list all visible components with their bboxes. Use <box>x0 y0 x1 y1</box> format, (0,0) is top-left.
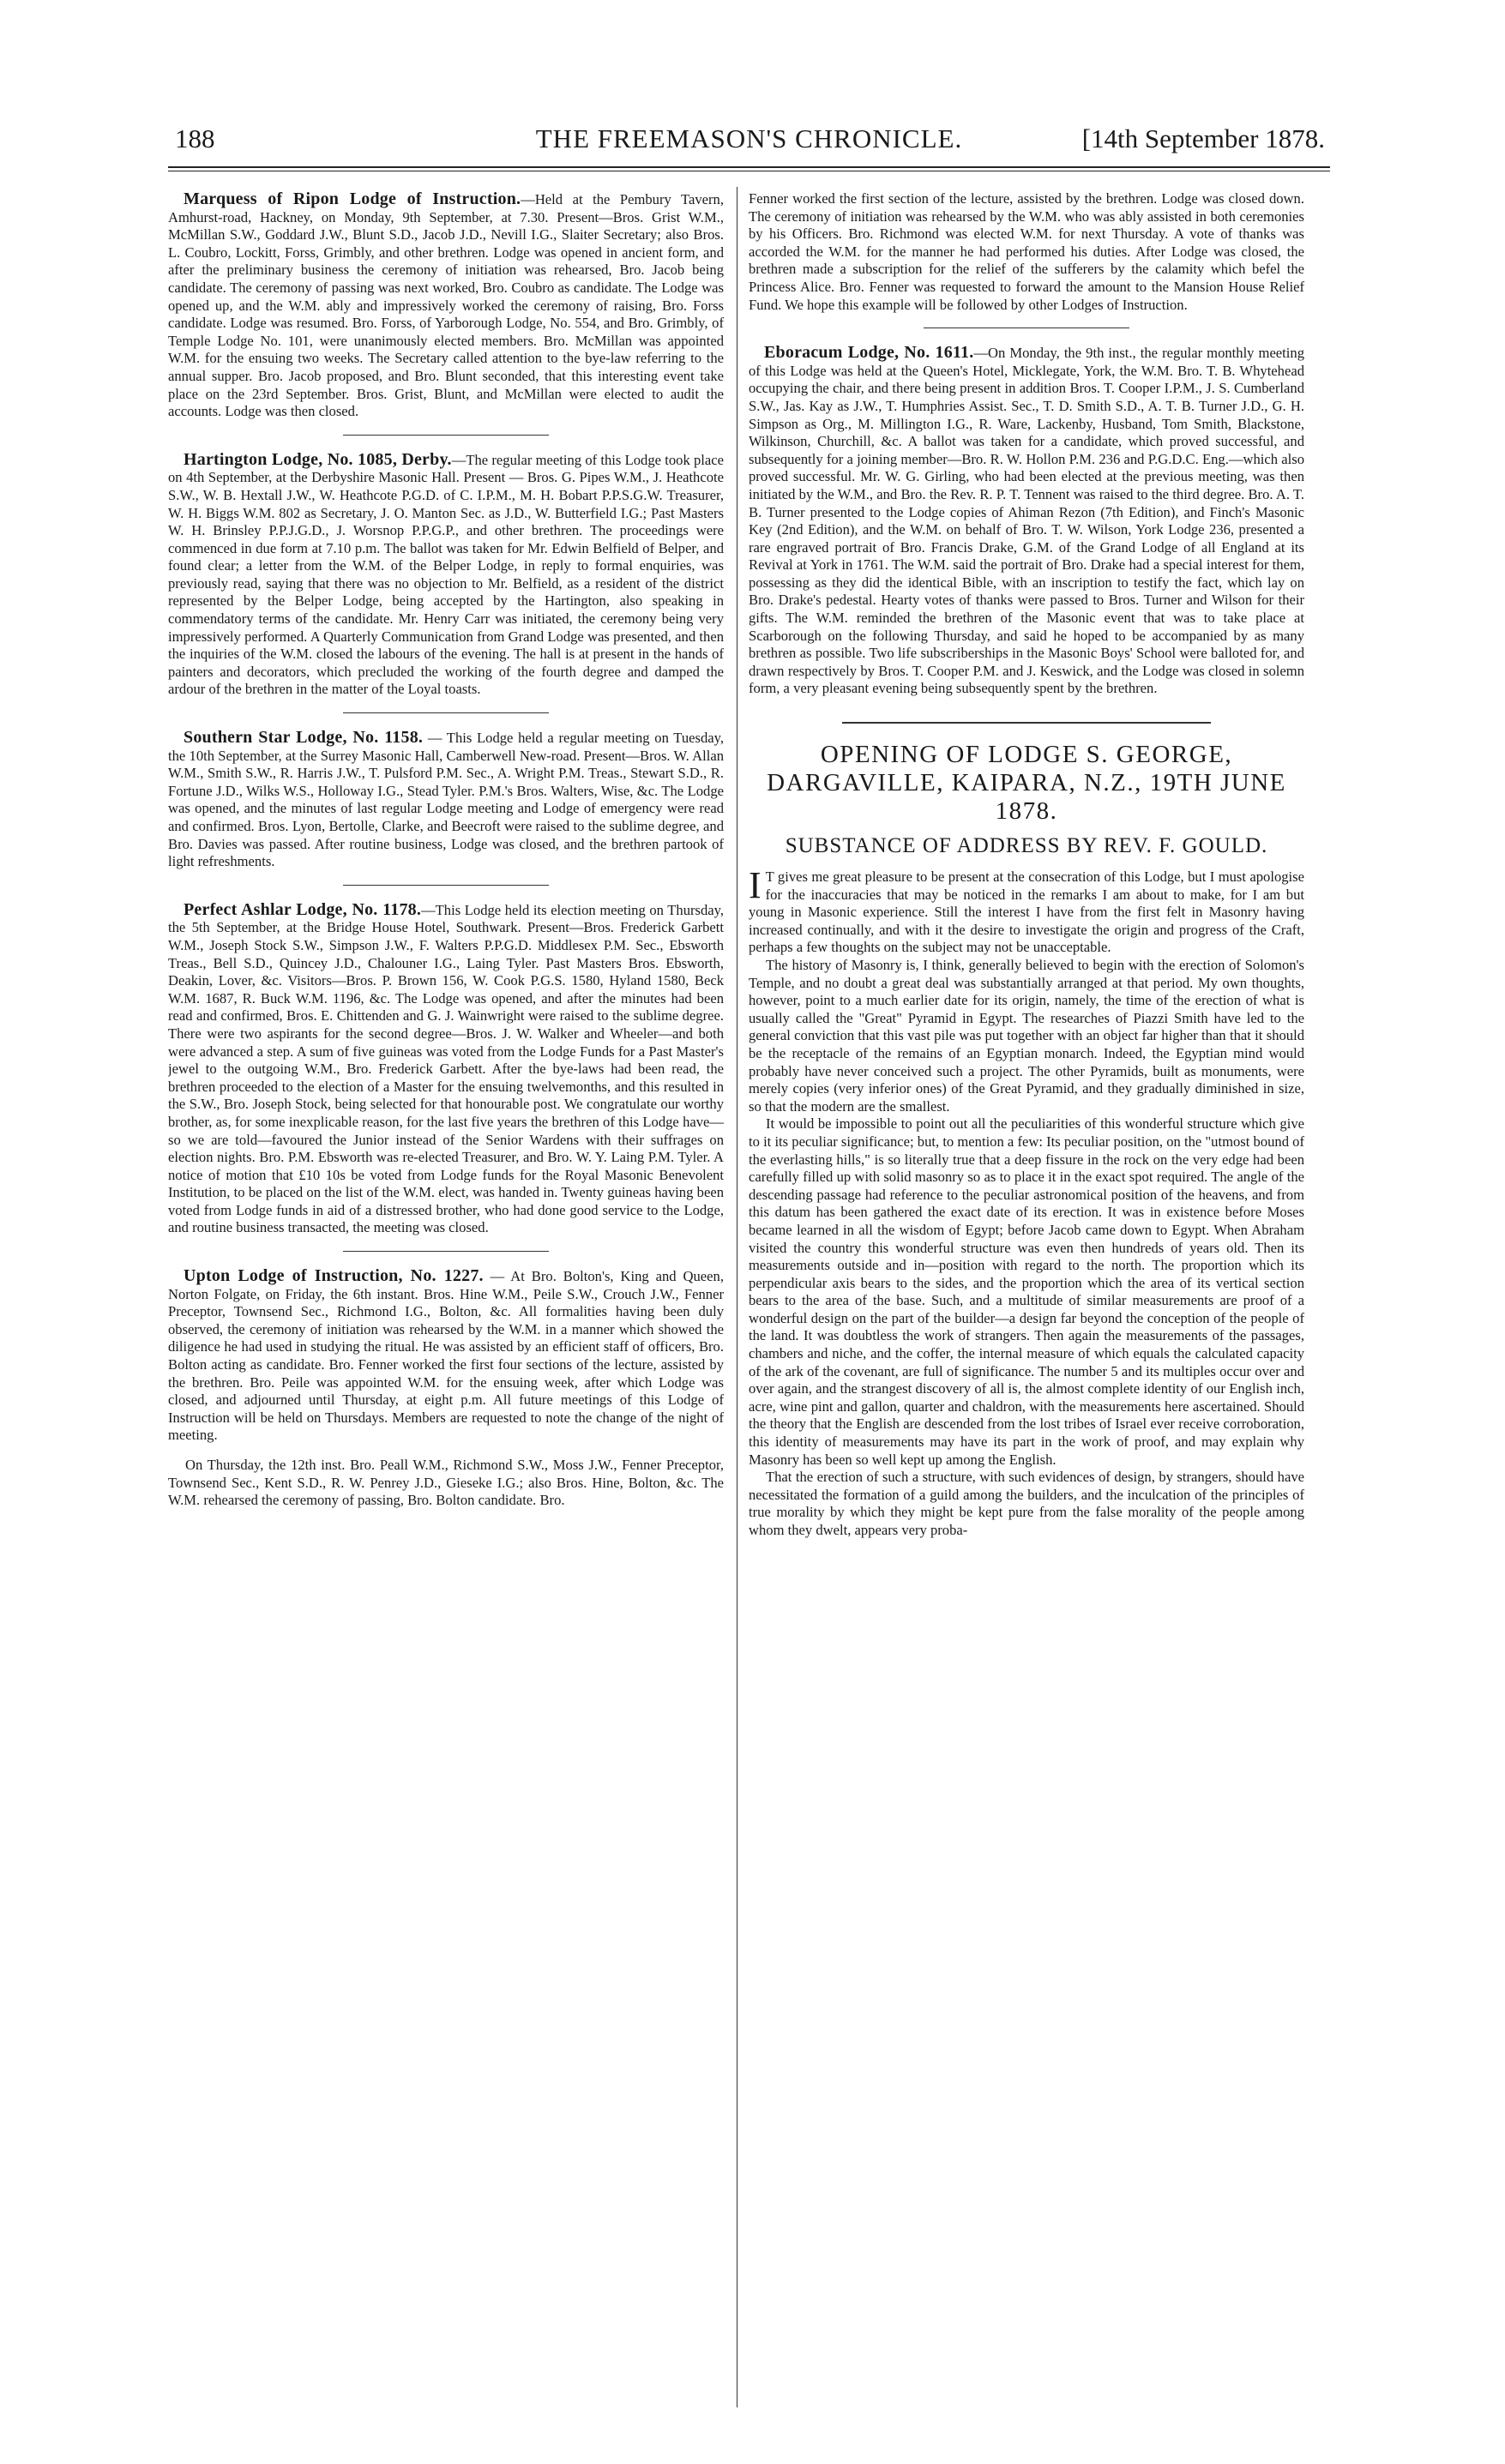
article-text: —Held at the Pembury Tavern, Amhurst-road, Hackney, on Monday, 9th September, at 7.30. Present—Bros. Grist W.M., McMillan S.W., Goddard J.W., Blunt S.D., Jacob J.D., Nevill I.G., Slaiter Secretary; also Bros. L. Coubro, Lockitt, Forss, Grimbly, and other brethren. Lodge was opened in ancient form, and after the preliminary business the ceremony of initiation was rehearsed, Bro. Jacob being candidate. The ceremony of passing was next worked, Bro. Coubro as candidate. The Lodge was opened up, and the W.M. ably and impressively worked the ceremony of raising, Bro. Forss candidate. Lodge was resumed. Bro. Forss, of Yarborough Lodge, No. 554, and Bro. Grimbly, of Temple Lodge No. 101, were unanimously elected members. Bro. McMillan was appointed W.M. for the ensuing two weeks. The Secretary called attention to the bye-law referring to the annual supper. Bro. Jacob proposed, and Bro. Blunt seconded, that this interesting event take place on the 23rd September. Bros. Grist, Blunt, and McMillan were elected to audit the accounts. Lodge was then closed. <box>168 191 724 420</box>
article-upton-continued <box>749 190 1304 314</box>
feature-title: OPENING OF LODGE S. GEORGE, DARGAVILLE, KAIPARA, N.Z., 19TH JUNE 1878. <box>767 741 1286 826</box>
article-text: —On Monday, the 9th inst., the regular monthly meeting of this Lodge was held at the Queen's Hotel, Micklegate, York, the W.M. Bro. T. B. Whytehead occupying the chair, and there being present in addition Bros. T. Cooper I.P.M., J. S. Cumberland S.W., Jas. Kay as J.W., T. Humphries Assist. Sec., T. D. Smith S.D., A. T. B. Turner J.D., G. H. Simpson as Org., M. Millington I.G., R. Ware, Lackenby, Husband, Tom Smith, Blackstone, Wilkinson, Churchill, &c. A ballot was taken for a candidate, which proved successful, and subsequently for a joining member—Bro. R. W. Hollon P.M. 236 and P.G.D.C. Eng.—which also proved successful. Mr. W. G. Girling, who had been elected at the previous meeting, was then initiated by the W.M., and Bro. the Rev. R. P. T. Tennent was raised to the third degree. Bro. A. T. B. Turner presented to the Lodge copies of Ahiman Rezon (7th Edition), and Finch's Masonic Key (2nd Edition), and the W.M. on behalf of Bro. T. W. Wilson, York Lodge 236, presented a rare engraved portrait of Bro. Francis Drake, G.M. of the Grand Lodge of all England at its Revival at York in 1761. The W.M. said the portrait of Bro. Drake had a special interest for them, possessing as they did the identical Bible, with an inscription to testify the fact, which lay on Bro. Drake's pedestal. Hearty votes of thanks were passed to Bros. Turner and Wilson for their gifts. The W.M. reminded the brethren of the Masonic event that was to take place at Scarborough on the following Thursday, and said he hoped to be accompanied by as many brethren as possible. Two life subscriberships in the Masonic Boys' School were balloted for, and drawn respectively by Bros. T. Cooper P.M. and J. Keswick, and the Lodge was closed in solemn form, a very pleasant evening being subsequently spent by the brethren. <box>749 345 1304 697</box>
section-rule <box>343 885 549 886</box>
article-paragraph: Fenner worked the first section of the lecture, assisted by the brethren. Lodge was closed down. The ceremony of initiation was rehearsed by the W.M. who was ably assisted in both ceremonies by his Officers. Bro. Richmond was elected W.M. for next Thursday. A vote of thanks was accorded the W.M. for the manner he had performed his duties. After Lodge was closed, the brethren made a subscription for the relief of the sufferers by the calamity which befel the Princess Alice. Bro. Fenner was requested to forward the amount to the Mansion House Relief Fund. We hope this example will be followed by other Lodges of Instruction. <box>749 190 1304 313</box>
article-text: —This Lodge held its election meeting on Thursday, the 5th September, at the Bridge House Hotel, Southwark. Present—Bros. Frederick Garbett W.M., Joseph Stock S.W., Simpson J.W., F. Walters P.P.G.D. Middlesex P.M. Sec., Ebsworth Treas., Bell S.D., Quincey J.D., Chalouner I.G., Laing Tyler. Past Masters Bros. Ebsworth, Deakin, Lover, &c. Visitors—Bros. P. Brown 156, W. Cook P.G.S. 1580, Hyland 1580, Beck W.M. 1687, R. Buck W.M. 1196, &c. The Lodge was opened, and after the minutes had been read and confirmed, Bros. E. Chittenden and G. J. Wainwright were raised to the sublime degree. There were two aspirants for the second degree—Bros. J. W. Walker and Wheeler—and both were advanced a step. A sum of five guineas was voted from the Lodge Funds for a Past Master's jewel to the outgoing W.M., Bro. Frederick Garbett. After the bye-laws had been read, the brethren proceeded to the election of a Master for the ensuing twelvemonths, and this resulted in the S.W., Bro. Joseph Stock, being selected for that honourable post. We congratulate our worthy brother, as, for some inexplicable reason, for the last five years the brethren of this Lodge have—so we are told—favoured the Junior instead of the Senior Wardens with their suffrages on election nights. Bro. P.M. Ebsworth was re-elected Treasurer, and Bro. W. Y. Laing P.M. Tyler. A notice of motion that £10 10s be voted from Lodge funds for the Royal Masonic Benevolent Institution, to be placed on the list of the W.M. elect, was handed in. Twenty guineas having been voted from Lodge funds in aid of a distressed brother, who had done good service to the Lodge, and routine business transacted, the meeting was closed. <box>168 901 724 1236</box>
article-heading: Perfect Ashlar Lodge, No. 1178. <box>184 899 422 919</box>
article-paragraph <box>168 729 724 871</box>
article-eboracum-lodge <box>749 344 1304 698</box>
article-upton-lodge <box>168 1267 724 1510</box>
article-text: — At Bro. Bolton's, King and Queen, Norton Folgate, on Friday, the 6th instant. Bros. Hine W.M., Peile S.W., Crouch J.W., Fenner Preceptor, Townsend Sec., Richmond I.G., Bolton, &c. All formalities having been duly observed, the ceremony of initiation was rehearsed by the W.M. in a manner which showed the diligence he had used in studying the ritual. He was assisted by an efficient staff of officers, Bro. Bolton acting as candidate. Bro. Fenner worked the first four sections of the lecture, assisted by the brethren. Bro. Peile was appointed W.M. for the ensuing week, after which Lodge was closed, and adjourned until Thursday, at eight p.m. All future meetings of this Lodge of Instruction will be held on Thursdays. Members are requested to note the change of the night of meeting. <box>168 1268 724 1444</box>
article-text: T gives me great pleasure to be present at the consecration of this Lodge, but I must apologise for the inaccuracies that may be noticed in the remarks I am about to make, for I am but young in Masonic experience. Still the interest I have from the first felt in Masonry having increased continually, and with it the desire to investigate the origin and progress of the Craft, perhaps a few thoughts on the subject may not be unacceptable. <box>749 868 1304 956</box>
section-rule <box>343 435 549 436</box>
page-header <box>168 120 1330 165</box>
section-rule <box>343 712 549 713</box>
article-perfect-ashlar-lodge <box>168 901 724 1237</box>
newspaper-page <box>168 120 1330 2435</box>
page-number: 188 <box>175 123 215 153</box>
issue-date: [14th September 1878. <box>1081 123 1325 153</box>
article-paragraph <box>168 190 724 421</box>
section-rule <box>343 1251 549 1252</box>
article-ripon-lodge <box>168 190 724 421</box>
article-paragraph <box>168 901 724 1237</box>
article-heading: Upton Lodge of Instruction, No. 1227. <box>184 1266 484 1286</box>
left-column <box>168 190 724 2419</box>
article-paragraph <box>749 344 1304 698</box>
article-paragraph <box>749 864 1304 957</box>
feature-subtitle: SUBSTANCE OF ADDRESS BY REV. F. GOULD. <box>785 834 1268 858</box>
feature-address <box>749 741 1304 1540</box>
right-column <box>749 190 1304 2419</box>
masthead: THE FREEMASON'S CHRONICLE. <box>535 123 963 153</box>
article-hartington-lodge <box>168 451 724 699</box>
article-heading: Eboracum Lodge, No. 1611. <box>764 343 974 363</box>
section-rule <box>842 722 1211 724</box>
article-paragraph: It would be impossible to point out all the peculiarities of this wonderful structure which give to it its peculiar significance; but, to mention a few: Its peculiar position, on the "utmost bound of the everlasting hills," is so literally true that a deep fissure in the rock on the very edge had been carefully filled up with solid masonry so as to place it in the exact spot required. The angle of the descending passage had reference to the peculiar astronomical position of the heavens, and from this datum has been gathered the exact date of its erection. It was in existence before Moses became learned in all the wisdom of Egypt; before Jacob came down to Egypt. When Abraham visited the country this wonderful structure was even then hundreds of years old. Then its measurements outside and in—position with regard to the north. The proportion which its perpendicular axis bears to the sides, and the proportion which the area of its vertical section bears to the area of the base. Such, and a multitude of similar measurements are proof of a wonderful design on the part of the builder—a design far beyond the conception of the people of the land. It was doubtless the work of strangers. Then again the measurements of the passages, chambers and niche, and the coffer, the internal measure of which equals the calculated capacity of the ark of the covenant, are full of significance. The number 5 and its multiples occur over and over again, and the strangest discovery of all is, the almost complete identity of our English inch, acre, wine pint and gallon, quarter and chaldron, with the measurements here ascertained. Should the theory that the English are descended from the lost tribes of Israel ever receive corroboration, this identity of measurements may have its part in the work of proof, and may explain why Masonry has been so well kept up among the English. <box>749 1115 1304 1468</box>
article-paragraph: On Thursday, the 12th inst. Bro. Peall W.M., Richmond S.W., Moss J.W., Fenner Preceptor, Townsend Sec., Kent S.D., R. W. Penrey J.D., Gieseke I.G.; also Bros. Hine, Bolton, &c. The W.M. rehearsed the ceremony of passing, Bro. Bolton candidate. Bro. <box>168 1457 724 1509</box>
drop-cap: I <box>749 864 762 907</box>
article-paragraph <box>168 1267 724 1445</box>
article-text: —The regular meeting of this Lodge took place on 4th September, at the Derbyshire Masonic Hall. Present — Bros. G. Pipes W.M., J. Heathcote S.W., W. B. Hextall J.W., W. Heathcote P.G.D. of C. I.P.M., M. H. Bobart P.P.S.G.W. Treasurer, W. H. Biggs W.M. 802 as Secretary, J. O. Manton Sec. as J.D., W. Butterfield I.G.; Past Masters W. H. Brinsley P.P.J.G.D., J. Worsnop P.P.G.P., and other brethren. The proceedings were commenced in due form at 7.10 p.m. The ballot was taken for Mr. Edwin Belfield of Belper, and found clear; a letter from the W.M. of the Belper Lodge, in reply to formal enquiries, was previously read, saying that there was no objection to Mr. Belfield, as a resident of the district represented by the Belper Lodge, being accepted by the Hartington, also speaking in commendatory terms of the candidate. Mr. Henry Carr was initiated, the ceremony being very impressively performed. A Quarterly Communication from Grand Lodge was presented, and then the inquiries of the W.M. closed the labours of the evening. The hall is at present in the hands of painters and decorators, which precluded the working of the fourth degree and damped the ardour of the brethren in the matter of the Loyal toasts. <box>168 451 724 698</box>
article-heading: Hartington Lodge, No. 1085, Derby. <box>184 449 452 469</box>
article-southern-star-lodge <box>168 729 724 871</box>
article-text: — This Lodge held a regular meeting on Tuesday, the 10th September, at the Surrey Masonic Hall, Camberwell New-road. Present—Bros. W. Allan W.M., Smith S.W., R. Harris J.W., T. Pulsford P.M. Sec., A. Wright P.M. Treas., Stewart S.D., R. Fortune J.D., Wilks W.S., Holloway I.G., Stead Tyler. P.M.'s Bros. Walters, Wise, &c. The Lodge was opened, and the minutes of last regular Lodge meeting and Lodge of emergency were read and confirmed. Bros. Lyon, Bertolle, Clarke, and Beecroft were raised to the sublime degree, and Bro. Davies was passed. After routine business, Lodge was closed, and the brethren partook of light refreshments. <box>168 730 724 870</box>
article-paragraph <box>168 451 724 699</box>
article-heading: Marquess of Ripon Lodge of Instruction. <box>184 190 521 208</box>
article-heading: Southern Star Lodge, No. 1158. <box>184 728 424 748</box>
header-rule <box>168 166 1330 171</box>
article-paragraph: The history of Masonry is, I think, generally believed to begin with the erection of Solomon's Temple, and no doubt a great deal was substantially arranged at that period. My own thoughts, however, point to a much earlier date for its origin, namely, the time of the erection of what is usually called the "Great" Pyramid in Egypt. The researches of Piazzi Smith have led to the general conviction that this vast pile was put together with an object far higher than that it should be the receptacle of the remains of an Egyptian monarch. Indeed, the Egyptian mind would probably have never conceived such a project. The other Pyramids, built as monuments, were merely copies (very inferior ones) of the Great Pyramid, and they gradually diminished in size, so that the modern are the smallest. <box>749 957 1304 1115</box>
article-paragraph: That the erection of such a structure, with such evidences of design, by strangers, should have necessitated the formation of a guild among the builders, and the inculcation of the principles of true morality by which they might be kept pure from the false morality of the people among whom they dwelt, appears very proba- <box>749 1469 1304 1538</box>
